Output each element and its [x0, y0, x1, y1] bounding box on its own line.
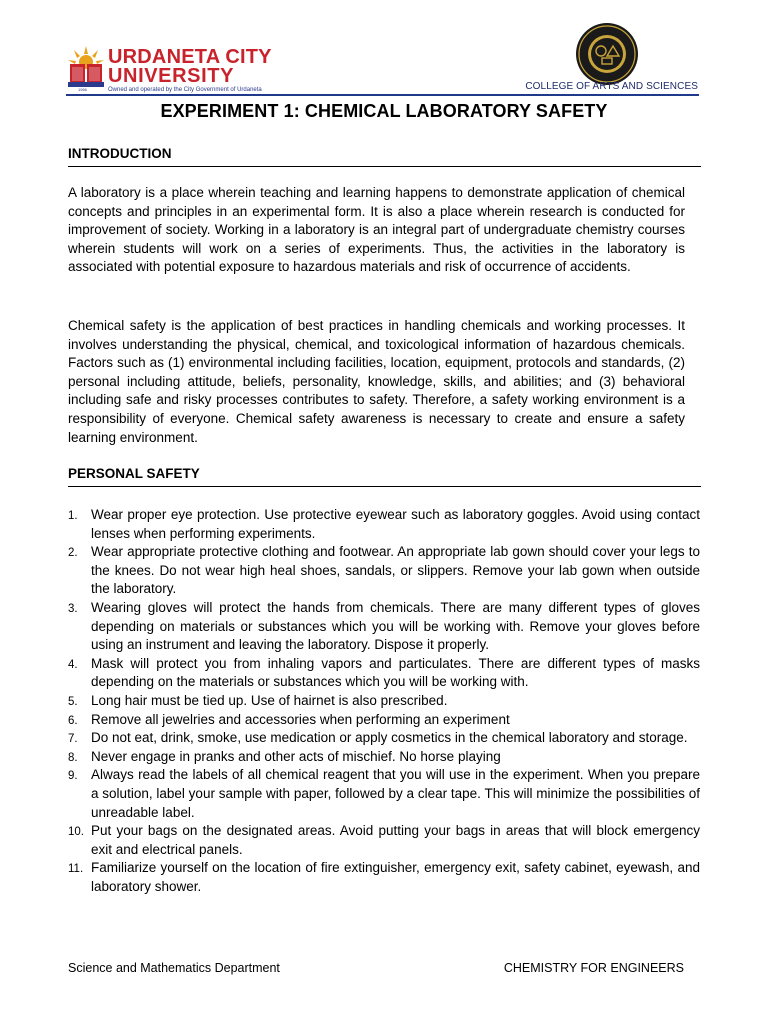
- list-item: [68, 655, 700, 692]
- logo-tagline: Owned and operated by the City Government of Urdaneta: [108, 87, 262, 93]
- list-item: [68, 599, 700, 655]
- college-name: COLLEGE OF ARTS AND SCIENCES: [525, 81, 698, 92]
- section-heading-personal-safety: PERSONAL SAFETY: [68, 466, 200, 481]
- logo-title-line1: URDANETA CITY: [108, 46, 272, 68]
- list-item: [68, 748, 700, 767]
- list-item-text: Long hair must be tied up. Use of hairnet is also prescribed.: [91, 692, 448, 708]
- list-item: [68, 766, 700, 822]
- section-divider-personal-safety: [68, 486, 701, 487]
- intro-paragraph-2: Chemical safety is the application of best practices in handling chemicals and working processes. It involves understanding the physical, chemical, and toxicological information of hazardous chemicals. Factors such as (1) environmental including facilities, location, equipment, protocols and standards, (2) personal including attitude, beliefs, personality, knowledge, skills, and abilities; and (3) behavioral including safe and risky processes contributes to safety. Therefore, a safety working environment is a responsibility of everyone. Chemical safety awareness is necessary to create and ensure a safety learning environment.: [68, 318, 685, 445]
- list-item-text: Do not eat, drink, smoke, use medication or apply cosmetics in the chemical laboratory and storage.: [91, 730, 688, 746]
- list-item-text: Wear proper eye protection. Use protective eyewear such as laboratory goggles. Avoid using contact lenses when performing experiments.: [91, 507, 700, 541]
- list-item-number: 7.: [68, 733, 78, 746]
- list-item-text: Mask will protect you from inhaling vapors and particulates. There are different types of masks depending on the materials or substances which you will be working with.: [91, 655, 700, 690]
- header-divider: [66, 94, 699, 96]
- list-item-text: Wear appropriate protective clothing and footwear. An appropriate lab gown should cover your legs to the knees. Do not wear high heal shoes, sandals, or slippers. Remove your lab gown when outside the laboratory.: [91, 544, 700, 597]
- list-item-number: 1.: [68, 510, 78, 522]
- list-item-text: Wearing gloves will protect the hands from chemicals. There are many different types of gloves depending on materials or substances which you will be working with. Remove your gloves before using an instrument and leaving the laboratory. Dispose it properly.: [91, 599, 700, 653]
- logo-year: 1966: [78, 87, 87, 92]
- list-item-number: 10.: [68, 826, 84, 839]
- list-item-number: 11.: [68, 863, 84, 876]
- list-item: [68, 822, 700, 859]
- list-item-number: 5.: [68, 695, 78, 708]
- college-seal-icon: [575, 22, 639, 86]
- footer-course: CHEMISTRY FOR ENGINEERS: [503, 961, 684, 975]
- list-item: [68, 543, 700, 599]
- list-item-text: Put your bags on the designated areas. Avoid putting your bags in areas that will block emergency exit and electrical panels.: [91, 823, 700, 857]
- list-item: [68, 729, 700, 748]
- list-item-number: 2.: [68, 547, 78, 560]
- list-item-text: Remove all jewelries and accessories when performing an experiment: [91, 711, 510, 727]
- section-divider-introduction: [68, 166, 701, 167]
- list-item-number: 4.: [68, 658, 78, 671]
- list-item: [68, 711, 700, 730]
- university-logo: [66, 44, 286, 94]
- section-heading-introduction: INTRODUCTION: [68, 146, 172, 161]
- list-item: [68, 859, 700, 896]
- footer-department: Science and Mathematics Department: [68, 961, 280, 975]
- logo-title-line2: UNIVERSITY: [108, 65, 235, 87]
- list-item-number: 3.: [68, 602, 78, 615]
- document-title: EXPERIMENT 1: CHEMICAL LABORATORY SAFETY: [160, 101, 608, 121]
- university-crest-icon: [66, 46, 106, 92]
- personal-safety-list: [68, 506, 700, 896]
- list-item-text: Always read the labels of all chemical reagent that you will use in the experiment. When you prepare a solution, label your sample with paper, followed by a clear tape. This will minimize the possibilities of unreadable label.: [91, 767, 700, 820]
- list-item-number: 8.: [68, 751, 78, 764]
- intro-paragraph-1: A laboratory is a place wherein teaching and learning happens to demonstrate application of chemical concepts and principles in an experimental form. It is also a place wherein research is conducted for improvement of society. Working in a laboratory is an integral part of undergraduate chemistry courses wherein students will work on a series of experiments. Thus, the activities in the laboratory is associated with potential exposure to hazardous materials and risk of occurrence of accidents.: [68, 185, 685, 275]
- list-item-text: Never engage in pranks and other acts of mischief. No horse playing: [91, 748, 501, 764]
- list-item-text: Familiarize yourself on the location of fire extinguisher, emergency exit, safety cabinet, eyewash, and laboratory shower.: [91, 860, 700, 894]
- list-item-number: 6.: [68, 714, 78, 727]
- list-item: [68, 692, 700, 711]
- list-item: [68, 506, 700, 543]
- list-item-number: 9.: [68, 770, 78, 783]
